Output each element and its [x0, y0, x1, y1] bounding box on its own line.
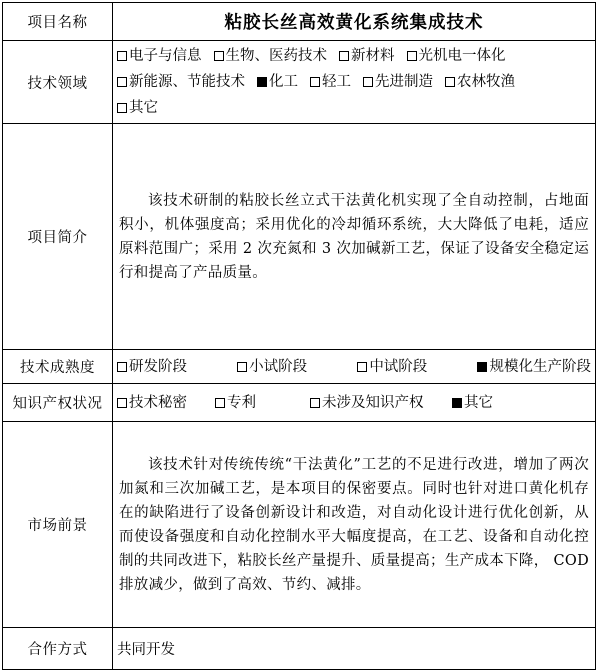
option-ip-other[interactable]: 其它	[452, 390, 493, 416]
option-other[interactable]: 其它	[117, 95, 158, 121]
cooperation-label: 合作方式	[3, 628, 113, 670]
checkbox-checked[interactable]	[257, 77, 267, 87]
option-research[interactable]: 研发阶段	[117, 354, 187, 380]
option-pilot-mid[interactable]: 中试阶段	[357, 354, 427, 380]
summary-text: 该技术研制的粘胶长丝立式干法黄化机实现了全自动控制，占地面积小，机体强度高；采用优化的冷却循环系统，大大降低了电耗，适应原料范围广；采用 2 次充氮和 3 次加碱新工艺，保证了设备安全稳定运行和提高了产品质量。	[119, 192, 589, 281]
checkbox-checked[interactable]	[452, 398, 462, 408]
option-pilot-small[interactable]: 小试阶段	[237, 354, 307, 380]
option-light-industry[interactable]: 轻工	[310, 69, 351, 95]
option-optomechatronics[interactable]: 光机电一体化	[407, 43, 506, 69]
option-patent[interactable]: 专利	[215, 390, 310, 416]
maturity-option-list	[117, 354, 591, 380]
cooperation-value: 共同开发	[113, 628, 596, 670]
maturity-label: 技术成熟度	[3, 350, 113, 384]
checkbox[interactable]	[310, 398, 320, 408]
option-advanced-manufacturing[interactable]: 先进制造	[363, 69, 433, 95]
option-chemical[interactable]: 化工	[257, 69, 298, 95]
ip-status-label: 知识产权状况	[3, 384, 113, 422]
option-no-ip[interactable]: 未涉及知识产权	[310, 390, 452, 416]
maturity-options	[113, 350, 596, 384]
project-info-table	[2, 2, 596, 670]
option-mass-production[interactable]: 规模化生产阶段	[477, 354, 591, 380]
row-cooperation	[3, 628, 596, 670]
tech-field-option-list	[117, 43, 591, 121]
row-summary	[3, 124, 596, 350]
row-ip-status	[3, 384, 596, 422]
checkbox[interactable]	[407, 51, 417, 61]
market-text: 该技术针对传统传统“干法黄化”工艺的不足进行改进，增加了两次加氮和三次加碱工艺，是本项目的保密要点。同时也针对进口黄化机存在的缺陷进行了设备创新设计和改造，对自动化设计进行优化创新，从而使设备强度和自动化控制水平大幅度提高，在工艺、设备和自动化控制的共同改进下，粘胶长丝产量提升、质量提高；生产成本下降， COD 排放减少，做到了高效、节约、减排。	[119, 456, 589, 593]
summary-cell	[113, 124, 596, 350]
checkbox[interactable]	[357, 362, 367, 372]
ip-status-options	[113, 384, 596, 422]
tech-field-options	[113, 41, 596, 124]
option-new-energy[interactable]: 新能源、节能技术	[117, 69, 245, 95]
checkbox[interactable]	[363, 77, 373, 87]
checkbox[interactable]	[117, 103, 127, 113]
row-project-name	[3, 3, 596, 41]
row-tech-field	[3, 41, 596, 124]
market-cell	[113, 422, 596, 628]
option-biomedicine[interactable]: 生物、医药技术	[214, 43, 328, 69]
row-market	[3, 422, 596, 628]
option-trade-secret[interactable]: 技术秘密	[117, 390, 215, 416]
option-agriculture[interactable]: 农林牧渔	[445, 69, 515, 95]
project-name-label: 项目名称	[3, 3, 113, 41]
checkbox[interactable]	[237, 362, 247, 372]
checkbox-checked[interactable]	[477, 362, 487, 372]
checkbox[interactable]	[339, 51, 349, 61]
row-maturity	[3, 350, 596, 384]
checkbox[interactable]	[117, 362, 127, 372]
summary-label: 项目简介	[3, 124, 113, 350]
project-name-value: 粘胶长丝高效黄化系统集成技术	[113, 3, 596, 41]
ip-status-option-list	[117, 390, 591, 416]
tech-field-label: 技术领域	[3, 41, 113, 124]
checkbox[interactable]	[445, 77, 455, 87]
checkbox[interactable]	[117, 77, 127, 87]
option-electronics[interactable]: 电子与信息	[117, 43, 202, 69]
checkbox[interactable]	[117, 398, 127, 408]
market-label: 市场前景	[3, 422, 113, 628]
option-new-materials[interactable]: 新材料	[339, 43, 395, 69]
checkbox[interactable]	[117, 51, 127, 61]
checkbox[interactable]	[214, 51, 224, 61]
checkbox[interactable]	[215, 398, 225, 408]
checkbox[interactable]	[310, 77, 320, 87]
